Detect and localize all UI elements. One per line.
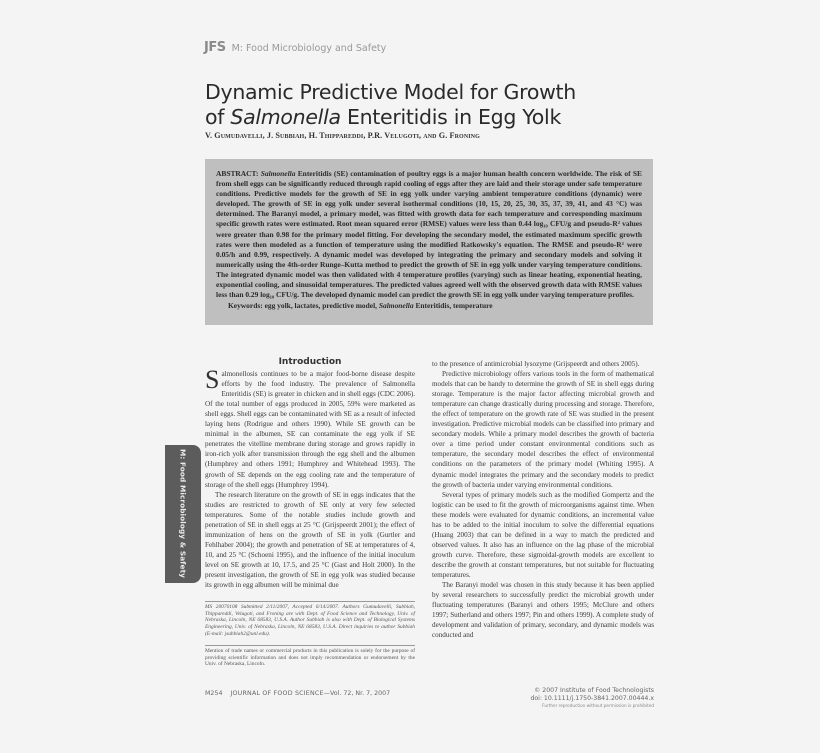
volume-info: —Vol. 72, Nr. 7, 2007 [323, 690, 391, 697]
title-line-2-prefix: of [205, 105, 231, 129]
copyright: © 2007 Institute of Food Technologists [534, 687, 654, 694]
copyright-block [480, 687, 654, 709]
keywords-prefix: egg yolk, lactates, predictive model, [262, 301, 379, 311]
title-line-2-italic: Salmonella [230, 105, 341, 129]
authors: V. Gumudavelli, J. Subbiah, H. Thippareddi, P.R. Velugoti, and G. Froning [205, 131, 480, 140]
intro-paragraph-1 [205, 365, 415, 490]
right-paragraph-0: to the presence of antimicrobial lysozyme (Grijspeerdt and others 2005). [432, 360, 640, 368]
right-paragraph-2: Several types of primary models such as the modified Gompertz and the logistic can be used to fit the growth of microorganisms against time. When these models were evaluated for dynamic conditions, an incremental value has to be added to the initial inoculum to solve the differential equations (Huang 2003) that can be defined in a way to match the predicted and observed values. It also has an influence on the lag phase of the microbial growth curve. Therefore, these sigmoidal-growth models are excellent to describe the growth at constant temperatures, but not suitable for fluctuating temperatures. [432, 490, 654, 579]
abstract-text [216, 169, 642, 300]
reproduction-notice: Further reproduction without permission is prohibited [542, 703, 654, 708]
right-column [432, 359, 654, 640]
abstract-body: Enteritidis (SE) contamination of poultry eggs is a major human health concern worldwide. The risk of SE from shell eggs can be significantly reduced through rapid cooling of eggs after they are laid and their storage under safe temperature conditions. Predictive models for the growth of SE in egg yolk under varying ambient temperature conditions (dynamic) were developed. The growth of SE in egg yolk under several isothermal conditions (10, 15, 20, 25, 30, 35, 37, 39, 41, and 43 °C) was determined. The Baranyi model, a primary model, was fitted with growth data for each temperature and corresponding maximum specific growth rates were estimated. Root mean squared error (RMSE) values were less than 0.44 log₁₀ CFU/g and pseudo-R² values were greater than 0.98 for the primary model fitting. For developing the secondary model, the estimated maximum specific growth rates were then modeled as a function of temperature using the modified Ratkowsky's equation. The RMSE and pseudo-R² were 0.05/h and 0.99, respectively. A dynamic model was developed by integrating the primary and secondary models and solving it numerically using the 4th-order Runge–Kutta method to predict the growth of SE in egg yolk under varying temperature conditions. The integrated dynamic model was then validated with 4 temperature profiles (varying) such as linear heating, exponential heating, exponential cooling, and sinusoidal temperatures. The predicted values agreed well with the observed growth data with RMSE values less than 0.29 log₁₀ CFU/g. The developed dynamic model can predict the growth SE in egg yolk under varying temperature profiles. [216, 169, 642, 300]
section-label: M: Food Microbiology and Safety [231, 43, 387, 54]
submission-footnote: MS 20070108 Submitted 2/11/2007, Accepted 6/14/2007. Authors Gumudavelli, Subbiah, Thippareddi, Velugoti, and Froning are with Dept. of Food Science and Technology, Univ. of Nebraska, Lincoln, NE 68583, U.S.A. Author Subbiah is also with Dept. of Biological Systems Engineering, Univ. of Nebraska, Lincoln, NE 68583, U.S.A. Direct inquiries to author Subbiah (E-mail: jsubbiah2@unl.edu). [205, 604, 415, 637]
left-column [205, 357, 415, 590]
journal-name: JOURNAL OF FOOD SCIENCE [230, 690, 324, 697]
title-line-1: Dynamic Predictive Model for Growth [205, 80, 576, 104]
page-footer [205, 690, 390, 697]
footnote-divider-2 [205, 645, 415, 646]
intro-paragraph-2: The research literature on the growth of SE in eggs indicates that the studies are restricted to growth of SE only at very few selected temperatures. Some of the notable studies include growth and penetration of SE in shell eggs at 25 °C (Grijspeerdt 2001); the effect of immunization of hens on the growth of SE in yolk (Gurtler and Fehlhaber 2004); the growth and penetration of SE at temperatures of 4, 10, and 25 °C (Schoeni 1995), and the influence of the initial inoculum level on SE growth at 10, 17.5, and 25 °C (Gast and Holt 2000). In the present investigation, the growth of SE in egg yolk was studied because its growth in egg albumen will be minimal due [205, 490, 415, 590]
right-paragraph-1: Predictive microbiology offers various tools in the form of mathematical models that can be handy to determine the growth of SE in shell eggs during storage. Temperature is the major factor affecting microbial growth and temperature can change drastically during processing and storage. Therefore, the effect of temperature on the growth rate of SE was studied in the present investigation. Predictive microbial models can be classified into primary and secondary models. While a primary model describes the growth of bacteria over a time period under constant environmental conditions such as temperature, the secondary model describes the effect of environmental conditions on the parameters of the primary model (Whiting 1995). A dynamic model integrates the primary and the secondary models to predict the growth of bacteria under varying environmental conditions. [432, 370, 654, 489]
abstract-italic-lead: Salmonella [260, 169, 296, 178]
keywords-label: Keywords: [228, 301, 263, 311]
introduction-heading: Introduction [278, 357, 342, 367]
journal-citation [230, 690, 390, 697]
keywords [228, 301, 642, 311]
article-title [205, 80, 665, 130]
keywords-suffix: Enteritidis, temperature [413, 301, 493, 311]
disclaimer-footnote: Mention of trade names or commercial products in this publication is solely for the purpose of providing scientific information and does not imply recommendation or endorsement by the Univ. of Nebraska, Lincoln. [205, 648, 415, 668]
page-number: M254 [205, 690, 223, 697]
side-tab-label: M: Food Microbiology & Safety [178, 449, 188, 579]
keywords-italic: Salmonella [378, 301, 414, 311]
running-head [204, 40, 386, 55]
right-paragraph-3: The Baranyi model was chosen in this study because it has been applied by several researchers to successfully predict the microbial growth under fluctuating temperatures (Baranyi and others 1995; McClure and others 1997; Sutherland and others 1997; Pin and others 1999). A complete study of development and validation of primary, secondary, and dynamic models was conducted and [432, 581, 654, 640]
doi: doi: 10.1111/j.1750-3841.2007.00444.x [530, 695, 654, 702]
drop-cap: S [205, 365, 220, 395]
title-line-2-suffix: Enteritidis in Egg Yolk [340, 105, 562, 129]
section-side-tab [165, 445, 201, 583]
abstract-label: ABSTRACT: [216, 169, 259, 178]
intro-paragraph-1-text: almonellosis continues to be a major food-borne disease despite efforts by the food industry. The prevalence of Salmonella Enteritidis (SE) is greater in chicken and in shell eggs (CDC 2006). Of the total number of eggs produced in 2005, 59% were marketed as shell eggs. Shell eggs can be contaminated with SE as a result of infected laying hens (Rodrigue and others 1990). While SE growth can be minimal in the albumen, SE can contaminate the egg yolk if SE penetrates the vitelline membrane during storage and grows rapidly in iron-rich yolk after transmission through the egg shell and the albumen (Humphrey and others 1991; Humphrey and Whitehead 1993). The growth of SE depends on the egg cooling rate and the temperature of storage of the shell eggs (Humphrey 1994). [205, 370, 415, 489]
abstract-box [205, 159, 653, 325]
footnote-divider [205, 601, 415, 602]
journal-logo: JFS [204, 40, 226, 55]
